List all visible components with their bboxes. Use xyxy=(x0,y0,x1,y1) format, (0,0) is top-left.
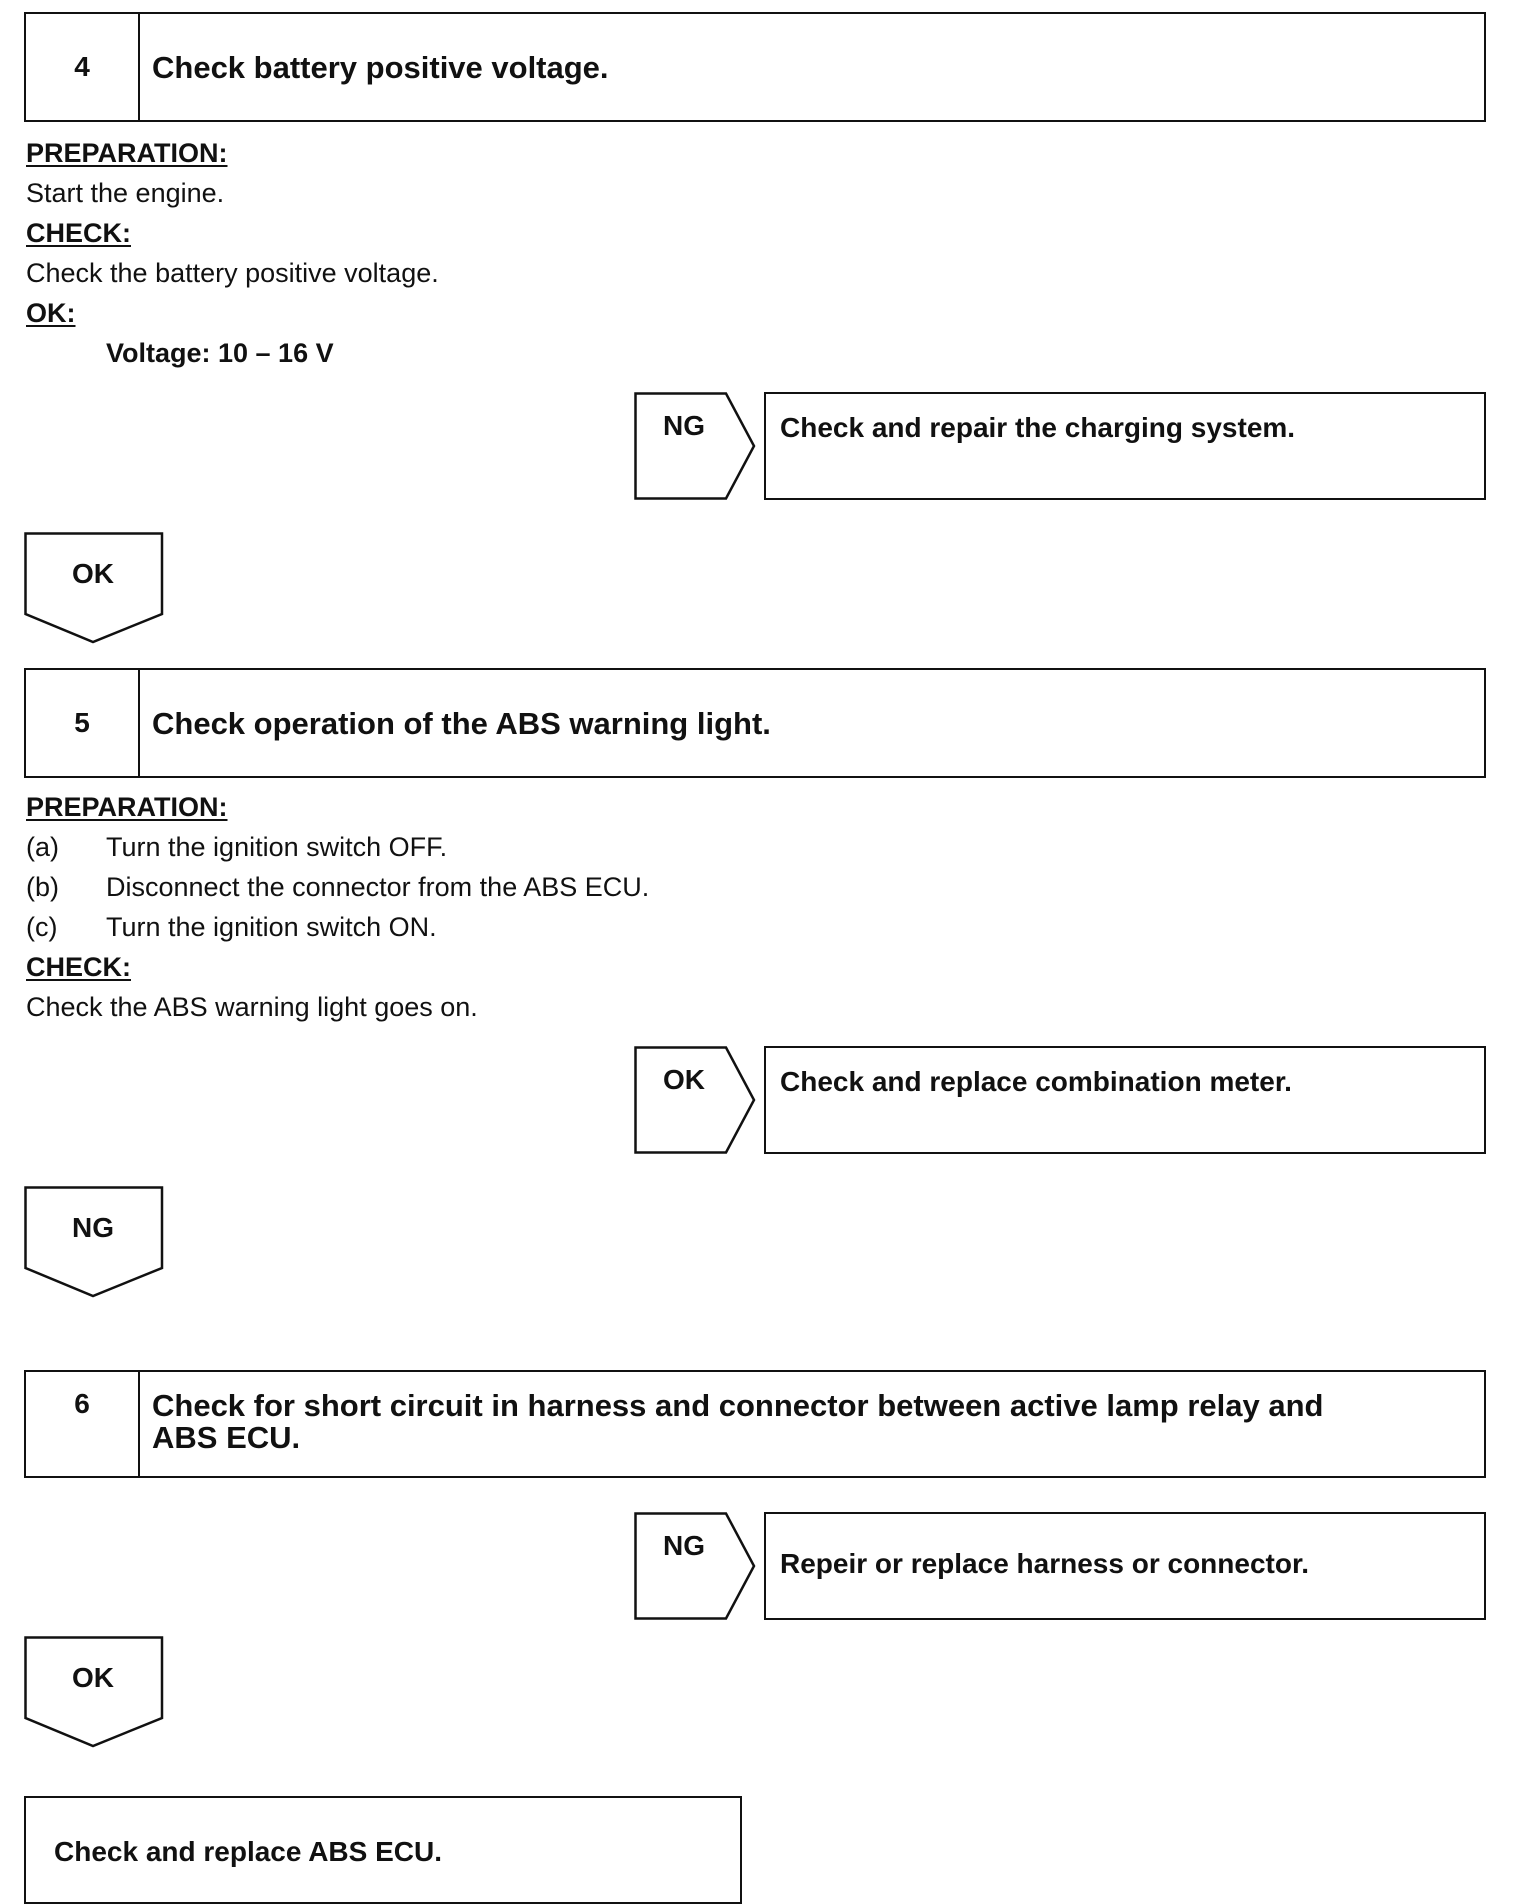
check-label: CHECK: xyxy=(26,952,131,982)
ok-label: OK: xyxy=(26,298,76,328)
right-arrow-tag-icon xyxy=(634,1512,758,1620)
list-item-letter: (a) xyxy=(26,832,59,862)
check-text: Check the ABS warning light goes on. xyxy=(26,992,478,1022)
branch-tag-label: NG xyxy=(663,1530,705,1561)
step-number: 5 xyxy=(26,670,140,776)
preparation-label: PREPARATION: xyxy=(26,138,228,168)
branch-tag-label: OK xyxy=(663,1064,705,1095)
step-number: 4 xyxy=(26,14,140,120)
step-6-header xyxy=(24,1370,1486,1478)
ok-down-tag xyxy=(24,532,164,644)
list-item-text: Turn the ignition switch ON. xyxy=(106,912,437,942)
right-arrow-tag-icon xyxy=(634,1046,758,1154)
branch-tag-label: NG xyxy=(663,410,705,441)
list-item-letter: (b) xyxy=(26,872,59,902)
preparation-label: PREPARATION: xyxy=(26,792,228,822)
step-title-line-1: Check for short circuit in harness and connector between active lamp relay and xyxy=(152,1388,1324,1423)
check-label: CHECK: xyxy=(26,218,131,248)
branch-result-text: Check and replace combination meter. xyxy=(780,1066,1292,1097)
step-title: Check operation of the ABS warning light. xyxy=(152,706,771,741)
ng-branch-tag xyxy=(634,1512,758,1620)
step-title-line-2: ABS ECU. xyxy=(152,1420,301,1455)
branch-result-box xyxy=(764,392,1486,500)
ng-branch-tag xyxy=(634,392,758,500)
branch-result-text: Repeir or replace harness or connector. xyxy=(780,1548,1310,1579)
preparation-text: Start the engine. xyxy=(26,178,225,208)
step-4-header xyxy=(24,12,1486,122)
ok-branch-tag xyxy=(634,1046,758,1154)
final-result-text: Check and replace ABS ECU. xyxy=(54,1836,442,1867)
down-tag-label: OK xyxy=(72,558,114,589)
check-text: Check the battery positive voltage. xyxy=(26,258,439,288)
branch-result-text: Check and repair the charging system. xyxy=(780,412,1296,443)
branch-result-box xyxy=(764,1512,1486,1620)
step-5-header xyxy=(24,668,1486,778)
ok-down-tag xyxy=(24,1636,164,1748)
step-number: 6 xyxy=(26,1372,140,1476)
ok-spec: Voltage: 10 – 16 V xyxy=(106,338,334,368)
list-item-letter: (c) xyxy=(26,912,58,942)
step-title: Check battery positive voltage. xyxy=(152,50,609,85)
right-arrow-tag-icon xyxy=(634,392,758,500)
down-tag-label: NG xyxy=(72,1212,114,1243)
ng-down-tag xyxy=(24,1186,164,1298)
final-result-box xyxy=(24,1796,742,1904)
down-tag-label: OK xyxy=(72,1662,114,1693)
branch-result-box xyxy=(764,1046,1486,1154)
list-item-text: Disconnect the connector from the ABS ECU. xyxy=(106,872,650,902)
list-item-text: Turn the ignition switch OFF. xyxy=(106,832,448,862)
